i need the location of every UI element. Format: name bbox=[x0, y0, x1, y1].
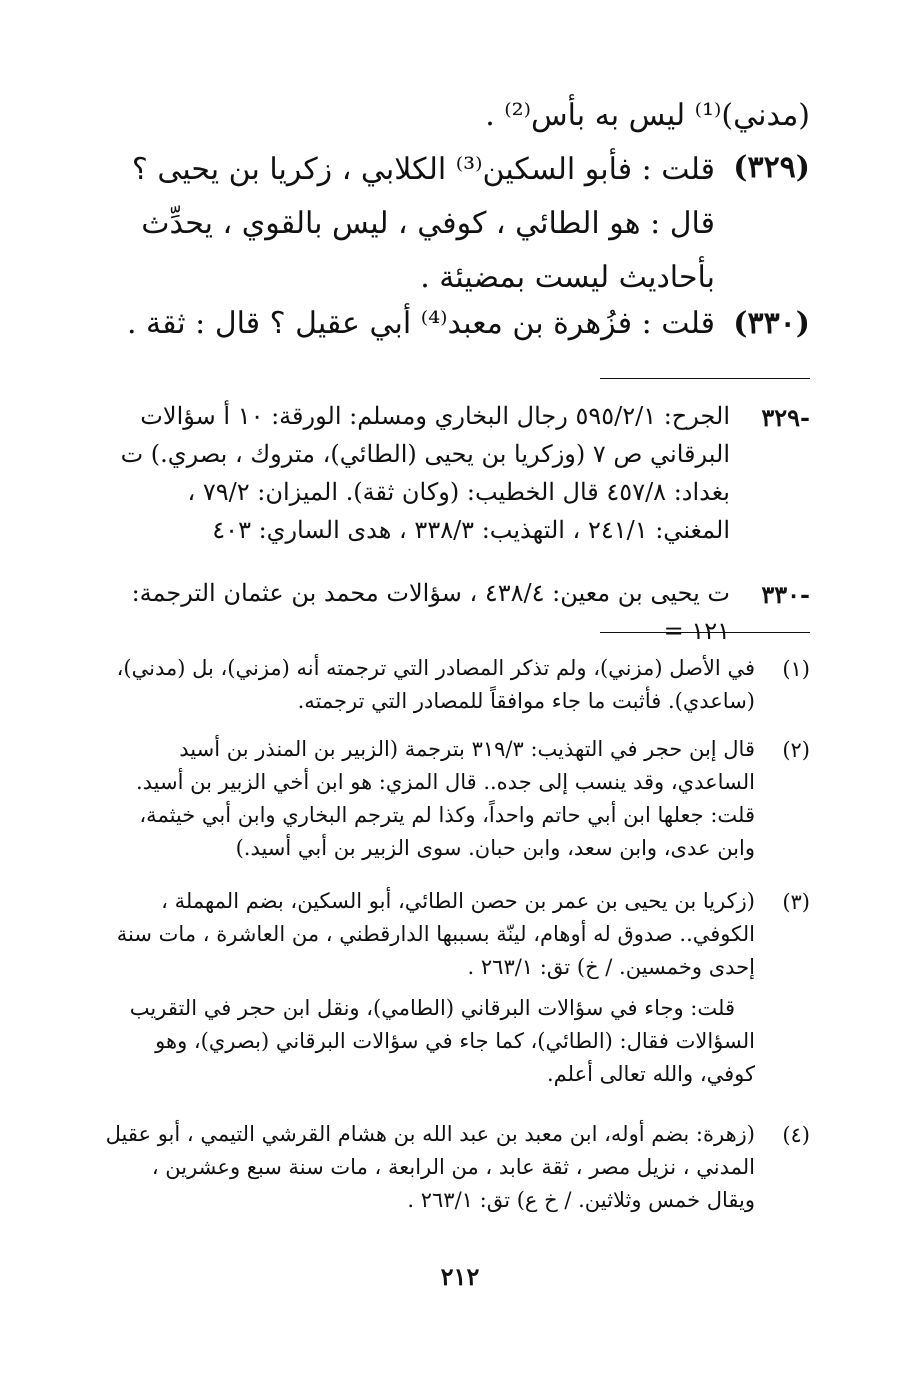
main-text-line-top: (مدني)⁽¹⁾ ليس به بأس⁽²⁾ . bbox=[485, 98, 810, 133]
footnote-1 bbox=[105, 652, 755, 718]
footnote-3 bbox=[105, 885, 755, 1091]
separator-rule-2 bbox=[600, 632, 810, 633]
footnote-2-paragraph-2: قلت: جعلها ابن أبي حاتم واحداً، وكذا لم يترجم البخاري وابن أبي خيثمة، وابن عدى، وابن سعد، وابن حبان. سوى الزبير بن أبي أسيد.) bbox=[139, 803, 755, 860]
apparatus-number-329: ٣٢٩- bbox=[761, 403, 810, 432]
footnote-number-3: (٣) bbox=[782, 890, 810, 914]
entry-text-329: قلت : فأبو السكين⁽³⁾ الكلابي ، زكريا بن يحيى ؟ قال : هو الطائي ، كوفي ، ليس بالقوي ، يحدِّث بأحاديث ليست بمضيئة . bbox=[131, 152, 715, 295]
apparatus-text-329: الجرح: ٥٩٥/٢/١ رجال البخاري ومسلم: الورقة: ١٠ أ سؤالات البرقاني ص ٧ (وزكريا بن يحيى (الطائي)، متروك ، بصري.) ت بغداد: ٤٥٧/٨ قال الخطيب: (وكان ثقة). الميزان: ٧٩/٢ ، المغني: ٢٤١/١ ، التهذيب: ٣٣٨/٣ ، هدى الساري: ٤٠٣ bbox=[120, 402, 730, 544]
footnote-4 bbox=[105, 1118, 755, 1217]
footnote-2-paragraph-1: قال إبن حجر في التهذيب: ٣١٩/٣ بترجمة (الزبير بن المنذر بن أسيد الساعدي، وقد ينسب إلى جده.. قال المزي: هو ابن أخي الزبير بن أسيد. bbox=[135, 737, 755, 794]
page-number: ٢١٢ bbox=[440, 1262, 480, 1291]
entry-number-330: (٣٣٠) bbox=[733, 306, 810, 341]
entry-number-329: (٣٢٩) bbox=[733, 150, 810, 185]
footnote-4-paragraph: (زهرة: بضم أوله، ابن معبد بن عبد الله بن هشام القرشي التيمي ، أبو عقيل المدني ، نزيل مصر ، ثقة عابد ، من الرابعة ، مات سنة سبع وعشرين ، ويقال خمس وثلاثين. / خ ع) تق: ٢٦٣/١ . bbox=[105, 1122, 755, 1212]
footnote-2 bbox=[105, 733, 755, 865]
footnote-3-paragraph-1: (زكريا بن يحيى بن عمر بن حصن الطائي، أبو السكين، بضم المهملة ، الكوفي.. صدوق له أوهام، لينّة بسببها الدارقطني ، من العاشرة ، مات سنة إحدى وخمسين. / خ) تق: ٢٦٣/١ . bbox=[116, 889, 755, 979]
apparatus-number-330: ٣٣٠- bbox=[761, 580, 810, 609]
footnote-number-1: (١) bbox=[782, 657, 810, 681]
apparatus-text-330: ت يحيى بن معين: ٤٣٨/٤ ، سؤالات محمد بن عثمان الترجمة: ١٢١ = bbox=[131, 579, 730, 645]
footnote-3-paragraph-2: قلت: وجاء في سؤالات البرقاني (الطامي)، ونقل ابن حجر في التقريب السؤالات فقال: (الطائي)، كما جاء في سؤالات البرقاني (بصري)، وهو كوفي، والله تعالى أعلم. bbox=[129, 996, 755, 1086]
footnote-1-paragraph: في الأصل (مزني)، ولم تذكر المصادر التي ترجمته أنه (مزني)، بل (مدني)، (ساعدي). فأثبت ما جاء موافقاً للمصادر التي ترجمته. bbox=[116, 656, 755, 713]
separator-rule-1 bbox=[600, 378, 810, 379]
footnote-number-2: (٢) bbox=[782, 738, 810, 762]
entry-text-330: قلت : فزُهرة بن معبد⁽⁴⁾ أبي عقيل ؟ قال : ثقة . bbox=[126, 306, 715, 341]
footnote-number-4: (٤) bbox=[782, 1123, 810, 1147]
